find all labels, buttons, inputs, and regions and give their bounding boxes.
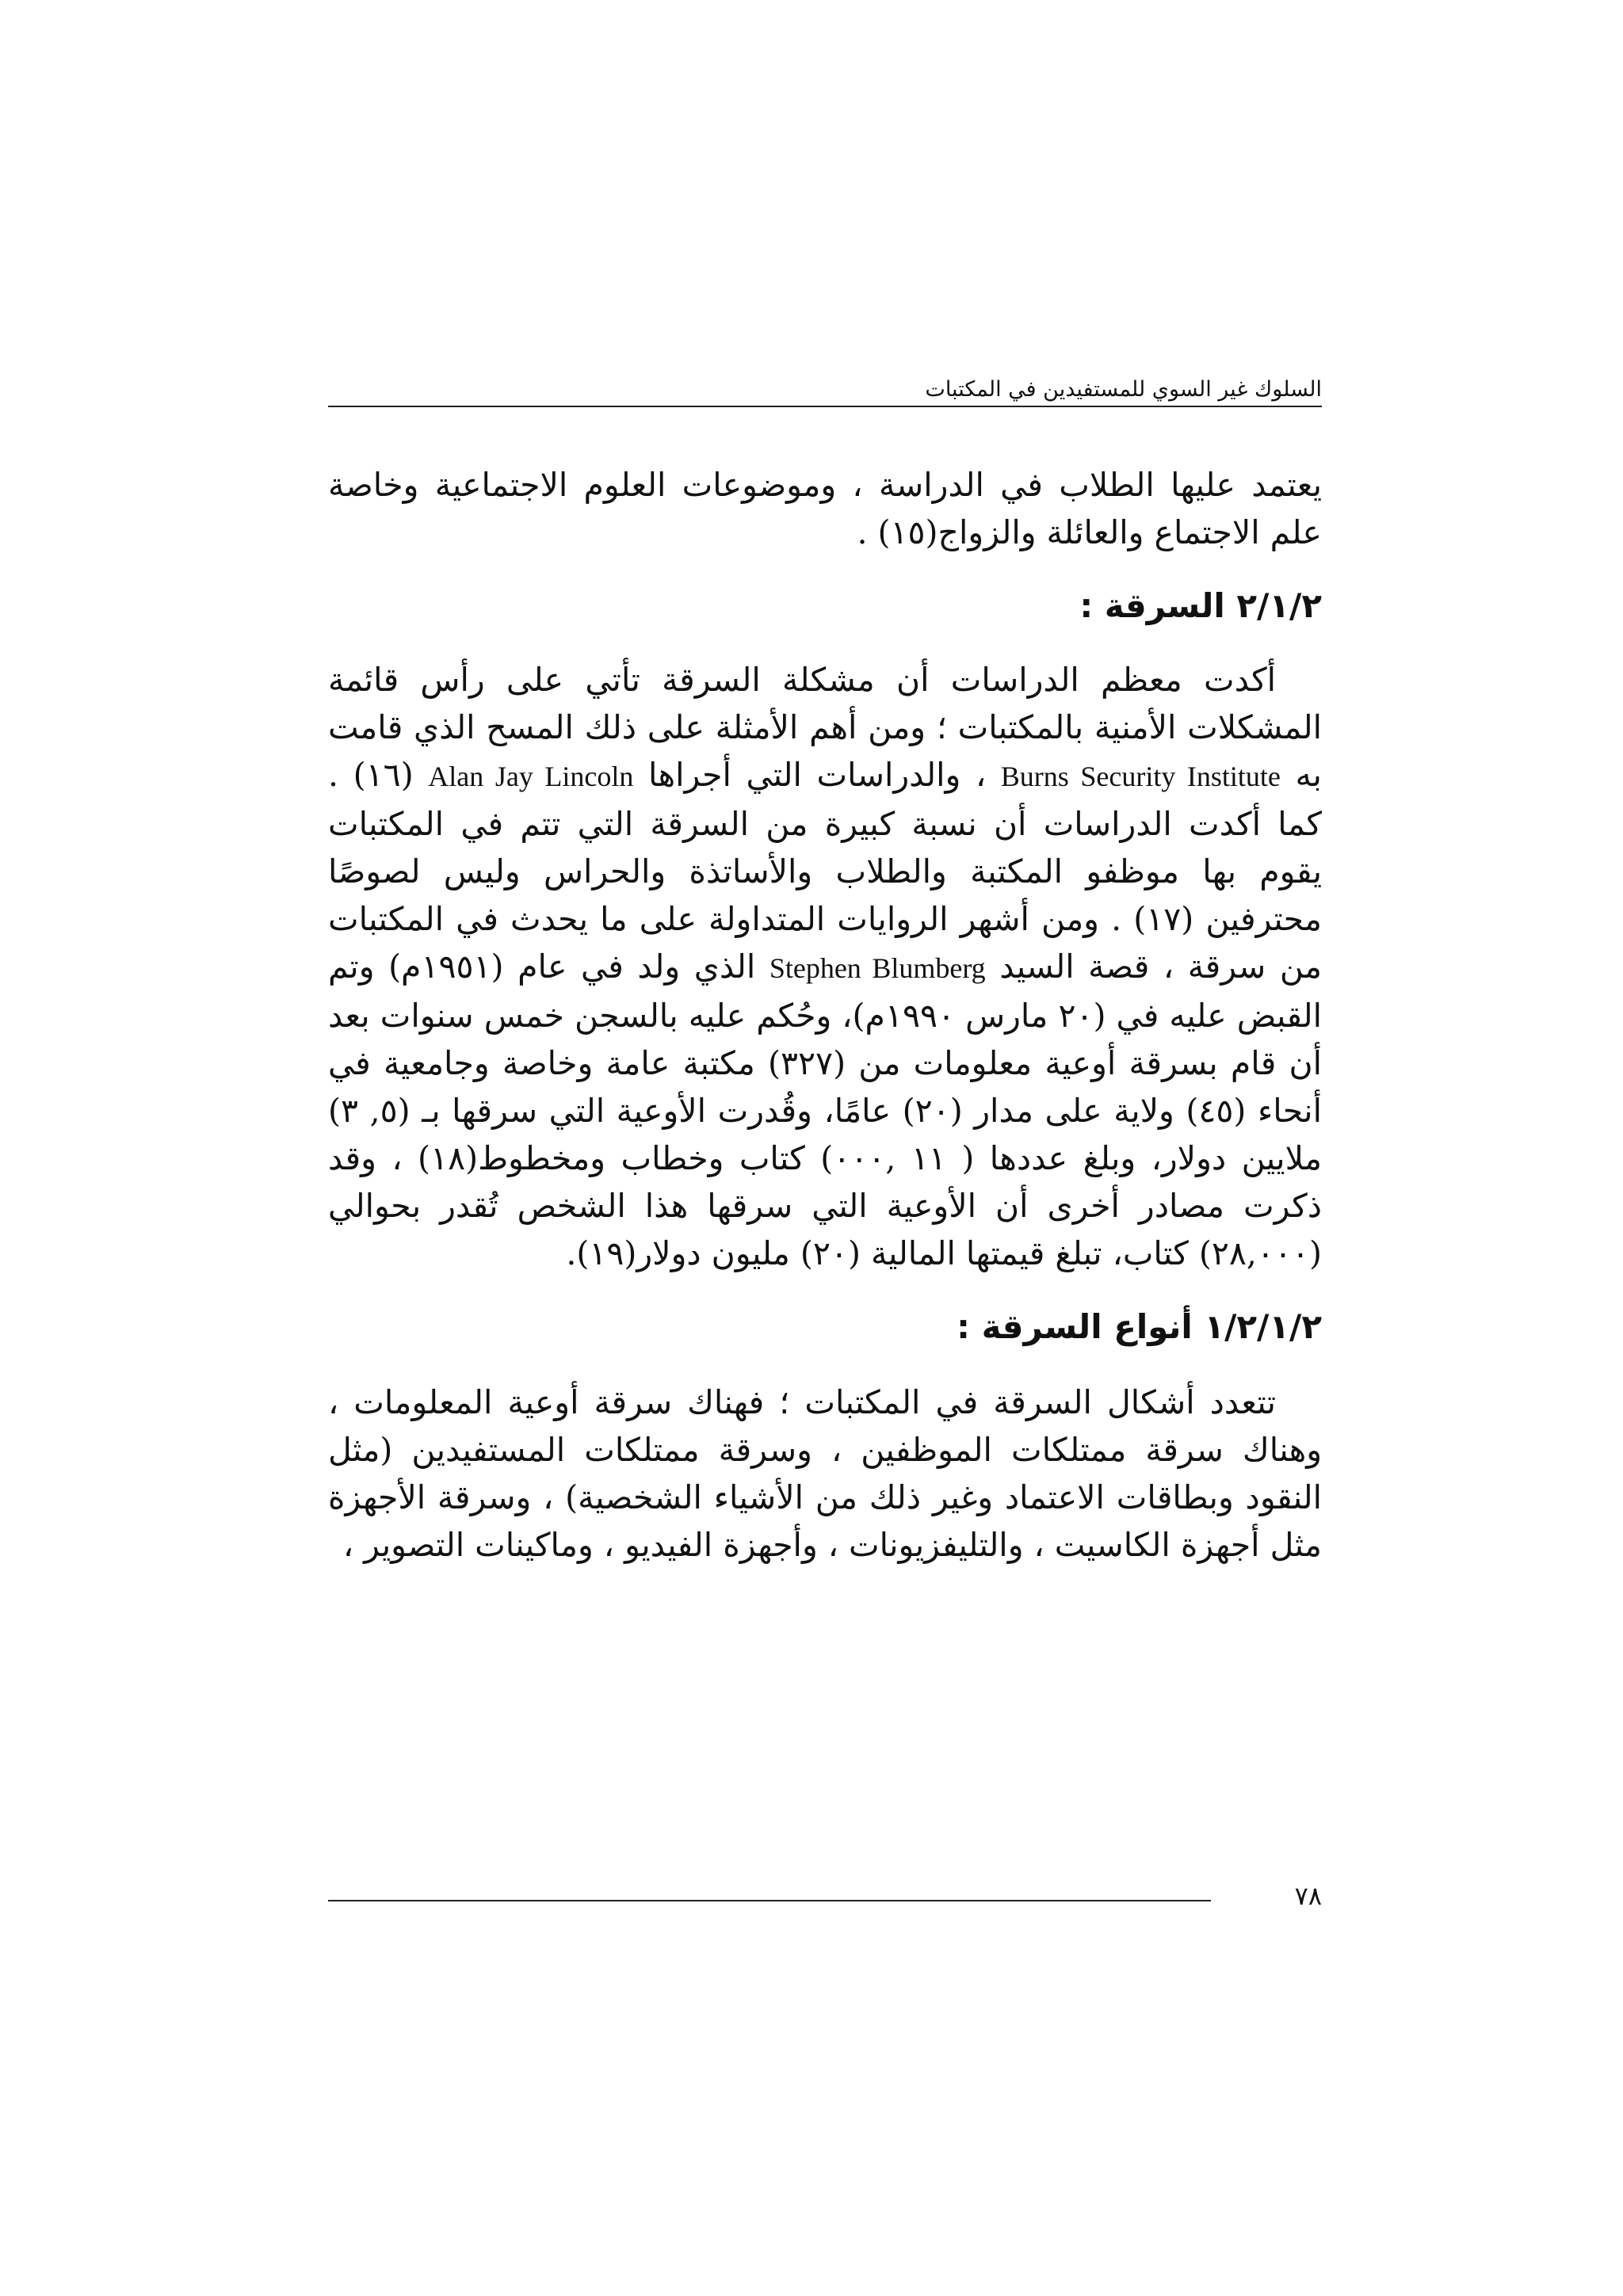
paragraph-2-part-d: الذي ولد في عام (١٩٥١م) وتم القبض عليه في (٢٠ مارس ١٩٩٠م)، وحُكم عليه بالسجن خمس سنوات بعد أن قام بسرقة أوعية معلومات من (٣٢٧) مكتبة عامة وخاصة وجامعية في أنحاء (٤٥) ولاية على مدار (٢٠) عامًا، وقُدرت الأوعية التي سرقها بـ (٥, ٣) ملايين دولار، وبلغ عددها ( ١١ ,٠٠٠) كتاب وخطاب ومخطوط(١٨) ، وقد ذكرت مصادر أخرى أن الأوعية التي سرقها هذا الشخص تُقدر بحوالي (٢٨,٠٠٠) كتاب، تبلغ قيمتها المالية (٢٠) مليون دولار(١٩).	[328, 948, 1323, 1272]
english-term-lincoln: Alan Jay Lincoln	[428, 761, 634, 792]
paragraph-3	[328, 1379, 1322, 1569]
paragraph-2	[328, 656, 1322, 1277]
body-text	[328, 461, 1322, 1569]
paragraph-2-part-b: ، والدراسات التي أجراها	[648, 756, 987, 794]
header-rule	[328, 406, 1322, 407]
footer-rule	[328, 1900, 1211, 1901]
english-term-burns: Burns Security Institute	[1000, 761, 1281, 792]
running-header	[328, 377, 1322, 412]
page-footer	[328, 1878, 1322, 1917]
page-number: ٧٨	[1294, 1881, 1322, 1911]
paragraph-2-part-c: (١٦) . كما أكدت الدراسات أن نسبة كبيرة من السرقة التي تتم في المكتبات يقوم بها موظفو المكتبة والطلاب والأساتذة والحراس وليس لصوصًا محترفين (١٧) . ومن أشهر الروايات المتداولة على ما يحدث في المكتبات من سرقة ، قصة السيد	[328, 756, 1322, 986]
subsection-heading-theft-types: ١/٢/١/٢ أنواع السرقة :	[957, 1307, 1322, 1346]
paragraph-3-text: تتعدد أشكال السرقة في المكتبات ؛ فهناك سرقة أوعية المعلومات ، وهناك سرقة ممتلكات الموظفين ، وسرقة ممتلكات المستفيدين (مثل النقود وبطاقات الاعتماد وغير ذلك من الأشياء الشخصية) ، وسرقة الأجهزة مثل أجهزة الكاسيت ، والتليفزيونات ، وأجهزة الفيديو ، وماكينات التصوير ،	[328, 1383, 1322, 1564]
section-heading-theft: ٢/١/٢ السرقة :	[1079, 586, 1322, 625]
running-header-title: السلوك غير السوي للمستفيدين في المكتبات	[920, 377, 1322, 402]
paragraph-1: يعتمد عليها الطلاب في الدراسة ، وموضوعات العلوم الاجتماعية وخاصة علم الاجتماع والعائلة والزواج(١٥) .	[328, 466, 1322, 551]
paragraph-2-part-a: أكدت معظم الدراسات أن مشكلة السرقة تأتي على رأس قائمة المشكلات الأمنية بالمكتبات ؛ ومن أهم الأمثلة على ذلك المسح الذي قامت به	[328, 661, 1322, 794]
english-term-blumberg: Stephen Blumberg	[769, 952, 986, 984]
